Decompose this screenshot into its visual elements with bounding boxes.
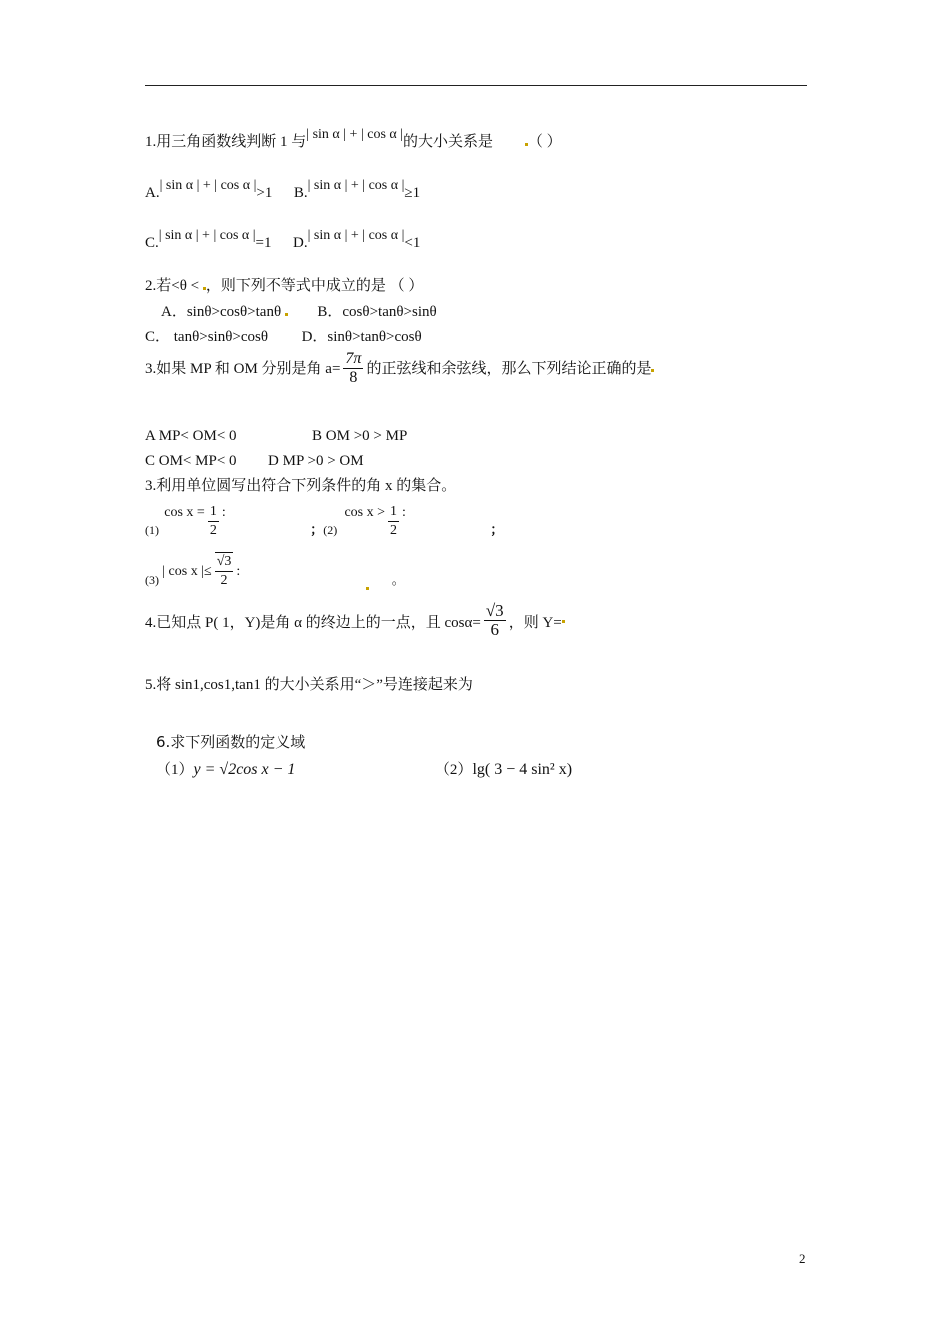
q1-option-a-expr: | sin α | + | cos α | bbox=[159, 178, 257, 193]
question-5 bbox=[145, 675, 473, 695]
question-6-title bbox=[156, 732, 305, 752]
q3-option-a: A MP< OM< 0 bbox=[145, 428, 237, 444]
q3-option-b: B OM >0 > MP bbox=[312, 428, 408, 444]
q3b-part-1-fraction bbox=[208, 503, 219, 540]
q6-part-1-expr: y = √2cos x − 1 bbox=[193, 761, 296, 778]
q1-prefix: 1.用三角函数线判断 1 与 bbox=[145, 134, 307, 150]
q1-expression: | sin α | + | cos α | bbox=[306, 127, 404, 142]
question-3 bbox=[145, 350, 654, 387]
q6-title: 6.求下列函数的定义域 bbox=[156, 733, 306, 751]
q3b-part-3-fraction bbox=[215, 552, 234, 590]
q3-fraction-numerator: 7π bbox=[345, 350, 362, 367]
q1-option-c-label: C. bbox=[145, 235, 159, 251]
q1-option-b-label: B. bbox=[293, 185, 308, 201]
q3b-part-1-label: (1) bbox=[145, 523, 159, 537]
q2-option-a: A．sinθ>cosθ>tanθ bbox=[161, 304, 282, 320]
question-1-options-ab bbox=[145, 178, 421, 204]
q3b-part-2-expr: cos x > bbox=[344, 505, 386, 520]
q4-fraction bbox=[484, 600, 506, 639]
q3b-part-1-semicolon: ； bbox=[310, 522, 324, 537]
q3-option-c: C OM< MP< 0 bbox=[145, 453, 237, 469]
page-number: 2 bbox=[799, 1251, 806, 1266]
q1-option-d-expr: | sin α | + | cos α | bbox=[307, 228, 405, 243]
q2-option-b: B．cosθ>tanθ>sinθ bbox=[317, 304, 437, 320]
q6-part-1-label: （1） bbox=[156, 762, 194, 778]
q3b-part-3 bbox=[145, 552, 405, 590]
question-3-options-cd bbox=[145, 451, 364, 471]
q3b-part-2-semicolon: ； bbox=[490, 522, 504, 537]
q1-option-c-relation: =1 bbox=[255, 235, 272, 251]
q3b-part-1 bbox=[145, 503, 503, 540]
q3-suffix: 的正弦线和余弦线，那么下列结论正确的是 bbox=[366, 360, 652, 377]
q3b-part-2-label: (2) bbox=[323, 523, 338, 537]
q3-prefix: 3.如果 MP 和 OM 分别是角 a= bbox=[145, 360, 341, 377]
q1-answer-paren: （ ） bbox=[527, 134, 562, 150]
q3-fraction-denominator: 8 bbox=[349, 369, 358, 386]
q2-option-d: D．sinθ>tanθ>cosθ bbox=[301, 329, 422, 345]
q1-option-c-expr: | sin α | + | cos α | bbox=[158, 228, 256, 243]
q4-suffix: ，则 Y= bbox=[508, 615, 562, 631]
q6-part-2-expr: lg( 3 − 4 sin² x) bbox=[472, 761, 573, 778]
q4-prefix: 4.已知点 P( 1，Y)是角 α 的终边上的一点，且 cosα= bbox=[145, 615, 481, 631]
question-3-options-ab bbox=[145, 426, 407, 446]
q1-option-d-label: D. bbox=[293, 235, 308, 251]
q3b-part-3-label: (3) bbox=[145, 573, 159, 587]
question-2 bbox=[145, 276, 423, 296]
question-2-options-ab bbox=[161, 302, 437, 322]
q3b-stem: 3.利用单位圆写出符合下列条件的角 x 的集合。 bbox=[145, 478, 457, 494]
q2-stem: 2.若<θ < bbox=[145, 278, 200, 294]
q1-suffix: 的大小关系是 bbox=[403, 134, 494, 150]
question-6-parts bbox=[156, 760, 572, 780]
q3b-part-2-fraction bbox=[388, 503, 399, 540]
q3b-part-3-end: 。 bbox=[391, 572, 405, 587]
q1-option-a-relation: >1 bbox=[256, 185, 273, 201]
q6-part-2-label: （2） bbox=[434, 762, 473, 778]
q3-option-d: D MP >0 > OM bbox=[268, 453, 364, 469]
header-rule bbox=[145, 85, 807, 86]
q3b-part-3-colon: : bbox=[236, 564, 241, 579]
q3-angle-fraction bbox=[343, 350, 363, 387]
q3b-part-1-den: 2 bbox=[209, 523, 217, 538]
q5-text: 5.将 sin1,cos1,tan1 的大小关系用“＞”号连接起来为 bbox=[145, 677, 473, 693]
q4-fraction-numerator: √3 bbox=[485, 601, 504, 620]
q3b-part-3-num: √3 bbox=[215, 552, 234, 572]
q1-option-a-label: A. bbox=[145, 185, 160, 201]
question-1-options-cd bbox=[145, 228, 421, 254]
question-1 bbox=[145, 127, 562, 153]
q1-option-b-relation: ≥1 bbox=[404, 185, 421, 201]
question-3b bbox=[145, 476, 456, 496]
q3b-part-1-colon: : bbox=[221, 505, 226, 520]
q2-stem-tail: ，则下列不等式中成立的是 （ ） bbox=[205, 278, 424, 294]
q2-option-c: C． tanθ>sinθ>cosθ bbox=[145, 329, 269, 345]
q3b-part-3-expr: | cos x |≤ bbox=[162, 564, 212, 579]
q3b-part-3-den: 2 bbox=[220, 573, 228, 588]
q3b-part-2-den: 2 bbox=[390, 523, 398, 538]
question-2-options-cd bbox=[145, 327, 422, 347]
question-4 bbox=[145, 600, 565, 639]
q3b-part-1-num: 1 bbox=[208, 503, 219, 522]
q3b-part-1-expr: cos x = bbox=[164, 505, 205, 520]
q3b-part-2-colon: : bbox=[402, 505, 406, 520]
q1-option-d-relation: <1 bbox=[404, 235, 421, 251]
q3b-part-2-num: 1 bbox=[388, 503, 399, 522]
q1-option-b-expr: | sin α | + | cos α | bbox=[307, 178, 405, 193]
q4-fraction-denominator: 6 bbox=[490, 620, 500, 639]
